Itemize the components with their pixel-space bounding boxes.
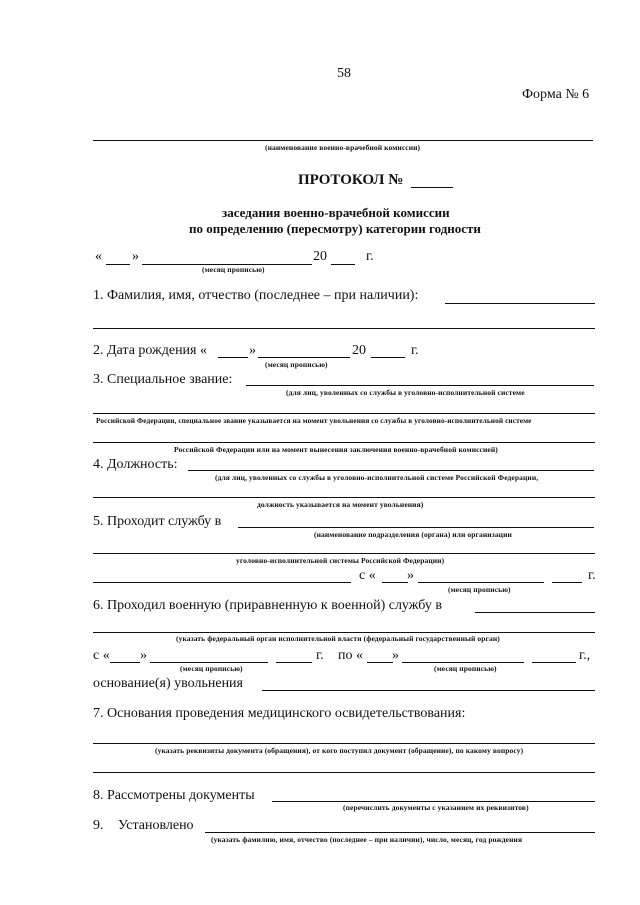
- item6-line-a[interactable]: [475, 612, 595, 613]
- item4-line-a[interactable]: [188, 470, 594, 471]
- item6-label: 6. Проходил военную (приравненную к военной) службу в: [93, 598, 442, 613]
- item5-day-line[interactable]: [382, 582, 408, 583]
- item4-line-b[interactable]: [93, 497, 595, 498]
- item6-from-day-line[interactable]: [110, 662, 140, 663]
- item6-from-year-suffix: г.: [316, 648, 324, 663]
- item5-close-quote: »: [407, 568, 414, 583]
- item5-year-suffix: г.: [588, 568, 596, 583]
- item2-month-line[interactable]: [258, 357, 350, 358]
- item8-line[interactable]: [272, 801, 595, 802]
- item5-caption-2: уголовно-исполнительной системы Российской Федерации): [236, 556, 445, 565]
- item7-label: 7. Основания проведения медицинского освидетельствования:: [93, 706, 466, 721]
- item7-line-a[interactable]: [93, 743, 595, 744]
- item4-label: 4. Должность:: [93, 457, 178, 472]
- item2-label: 2. Дата рождения «: [93, 343, 207, 358]
- item7-caption: (указать реквизиты документа (обращения), от кого поступил документ (обращение), по какому вопросу): [155, 746, 524, 755]
- item6-line-b[interactable]: [93, 632, 595, 633]
- item2-close-quote: »: [249, 343, 256, 358]
- item9-line[interactable]: [205, 832, 595, 833]
- item4-caption-1: (для лиц, уволенных со службы в уголовно-исполнительной системе Российской Федерации,: [215, 473, 539, 482]
- item3-line-b[interactable]: [93, 413, 595, 414]
- protocol-heading: ПРОТОКОЛ №: [298, 172, 404, 188]
- item5-caption-1: (наименование подразделения (органа) или организации: [314, 530, 512, 539]
- date-year-line[interactable]: [331, 264, 355, 265]
- protocol-subtitle-1: заседания военно-врачебной комиссии: [222, 205, 450, 220]
- date-close-quote: »: [132, 249, 139, 264]
- item3-line-c[interactable]: [93, 442, 595, 443]
- protocol-subtitle-2: по определению (пересмотру) категории годности: [189, 221, 481, 236]
- item6-caption-1: (указать федеральный орган исполнительной власти (федеральный государственный орган): [176, 634, 500, 643]
- date-open-quote: «: [95, 249, 102, 264]
- item9-label: Установлено: [118, 818, 194, 833]
- item9-number: 9.: [93, 818, 104, 833]
- item3-caption-2: Российской Федерации, специальное звание указывается на момент увольнения со службы в уголовно-исполнительной системе: [96, 416, 532, 425]
- commission-caption: (наименование военно-врачебной комиссии): [265, 143, 421, 152]
- item8-caption: (перечислить документы с указанием их реквизитов): [343, 803, 529, 812]
- item2-year-prefix: 20: [352, 343, 366, 358]
- item2-caption: (месяц прописью): [265, 360, 328, 369]
- item5-label: 5. Проходит службу в: [93, 514, 222, 529]
- item6-to-year-line[interactable]: [532, 662, 576, 663]
- item2-year-line[interactable]: [371, 357, 405, 358]
- item5-line-a[interactable]: [238, 527, 594, 528]
- item6-from-label: с «: [93, 648, 110, 663]
- item8-label: 8. Рассмотрены документы: [93, 788, 255, 803]
- item5-month-caption: (месяц прописью): [448, 585, 511, 594]
- item6-basis-label: основание(я) увольнения: [93, 676, 243, 691]
- date-year-prefix: 20: [313, 249, 327, 264]
- item6-from-close-quote: »: [140, 648, 147, 663]
- item2-day-line[interactable]: [218, 357, 248, 358]
- item6-to-label: по «: [338, 648, 363, 663]
- item5-line-c[interactable]: [93, 582, 351, 583]
- item5-month-line[interactable]: [418, 582, 544, 583]
- item1-line-b[interactable]: [93, 328, 595, 329]
- item6-to-day-line[interactable]: [367, 662, 393, 663]
- item6-from-month-caption: (месяц прописью): [180, 664, 243, 673]
- item6-to-month-caption: (месяц прописью): [434, 664, 497, 673]
- item6-from-month-line[interactable]: [150, 662, 268, 663]
- item9-caption: (указать фамилию, имя, отчество (последнее – при наличии), число, месяц, год рождения: [211, 835, 523, 844]
- item2-year-suffix: г.: [411, 343, 419, 358]
- date-day-line[interactable]: [106, 264, 130, 265]
- item6-from-year-line[interactable]: [276, 662, 312, 663]
- item6-to-month-line[interactable]: [402, 662, 524, 663]
- item6-to-close-quote: »: [392, 648, 399, 663]
- item6-to-year-suffix: г.,: [579, 648, 591, 663]
- item3-caption-1: (для лиц, уволенных со службы в уголовно-исполнительной системе: [286, 388, 525, 397]
- item4-caption-2: должность указывается на момент увольнения): [257, 500, 424, 509]
- item3-caption-3: Российской Федерации или на момент вынесения заключения военно-врачебной комиссией): [174, 445, 498, 454]
- item5-since-label: с «: [359, 568, 376, 583]
- page-number: 58: [337, 66, 351, 81]
- item5-line-b[interactable]: [93, 553, 595, 554]
- date-year-suffix: г.: [366, 249, 374, 264]
- form-label: Форма № 6: [522, 87, 590, 102]
- commission-name-line[interactable]: [93, 140, 593, 141]
- item5-year-line[interactable]: [552, 582, 582, 583]
- item7-line-b[interactable]: [93, 772, 595, 773]
- item1-label: 1. Фамилия, имя, отчество (последнее – при наличии):: [93, 288, 419, 303]
- item1-line-a[interactable]: [445, 303, 595, 304]
- item3-label: 3. Специальное звание:: [93, 372, 233, 387]
- item3-line-a[interactable]: [246, 385, 594, 386]
- date-caption: (месяц прописью): [202, 265, 265, 274]
- item6-basis-line[interactable]: [262, 690, 595, 691]
- protocol-number-line[interactable]: [411, 187, 453, 188]
